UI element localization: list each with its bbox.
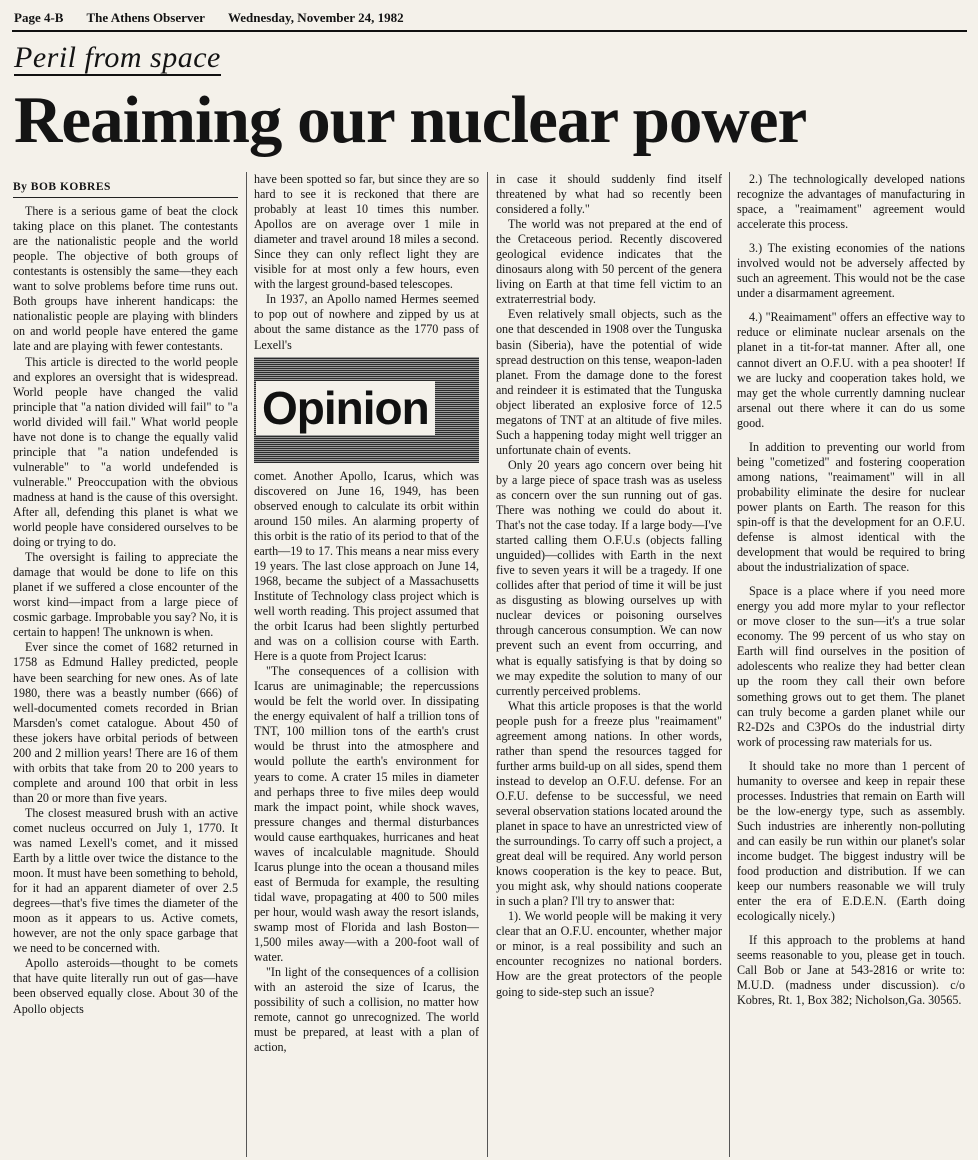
page-number: Page 4-B (14, 10, 64, 25)
paragraph: 4.) "Reaimament" offers an effective way to reduce or eliminate nuclear arsenals on the planet in a tit-for-tat manner. After all, one cannot divert an O.F.U. with a pea shooter! If we are lucky and cooperation takes hold, we may get the whole currently damning nuclear arsenal out there where it can do us some good. (737, 310, 965, 430)
column-3 (496, 172, 722, 1152)
column-4 (737, 172, 965, 1152)
paragraph: In 1937, an Apollo named Hermes seemed to pop out of nowhere and zipped by us at about the same distance as the 1770 pass of Lexell's (254, 292, 479, 352)
column-rule (246, 172, 247, 1157)
paragraph: 2.) The technologically developed nations recognize the advantages of manufacturing in space, a "reaimament" agreement would accelerate this process. (737, 172, 965, 232)
newspaper-name: The Athens Observer (86, 10, 205, 25)
header-rule (12, 30, 967, 32)
kicker: Peril from space (14, 41, 221, 74)
column-2 (254, 172, 479, 1152)
paragraph: Only 20 years ago concern over being hit by a large piece of space trash was as useless as concern over the sun running out of gas. There was nothing we could do about it. That's not the case today. If a large body—I've started calling them O.F.U.s (objects falling unguided)—collides with Earth in the next five to seven years it will be a tragedy. If one collides after that period of time it will be just as disgusting as blowing ourselves up with nuclear devices or poisoning ourselves through cancerous consumption. We can now prevent such an event from occurring, and what is equally satisfying is that by doing so we may expedite the solution to many of our currently perceived problems. (496, 457, 722, 698)
paragraph: There is a serious game of beat the clock taking place on this planet. The contestants are the nationalistic people and the world people. The objective of both groups of contestants is ostensibly the same—they each want to solve problems before time runs out. Both groups have inherent handicaps: the nationalistic people are playing with blinders on and world people have entered the game late and are playing with fewer contestants. (13, 204, 238, 354)
paragraph: Apollo asteroids—thought to be comets that have quite literally run out of gas—have been observed equally close. About 30 of the Apollo objects (13, 956, 238, 1016)
column-1 (13, 180, 238, 1160)
paragraph: The oversight is failing to appreciate the damage that would be done to life on this planet if we suffered a close encounter of the worst kind—impact from a large piece of cosmic garbage. Improbable you say? No, it is certain to happen! The unknown is when. (13, 550, 238, 640)
paragraph: The world was not prepared at the end of the Cretaceous period. Recently discovered geological evidence indicates that the dinosaurs along with 50 percent of the genera living on Earth at that time fell victim to an extraterrestrial body. (496, 217, 722, 307)
paragraph: The closest measured brush with an active comet nucleus occurred on July 1, 1770. It was named Lexell's comet, and it missed Earth by a little over twice the distance to the moon. It must have been something to behold, for it had an apparent diameter of over 2.5 degrees—that's five times the diameter of the moon as it appears to us. Active comets, however, are not the only space garbage that we need to be concerned with. (13, 805, 238, 956)
paragraph: "The consequences of a collision with Icarus are unimaginable; the repercussions would be felt the world over. In dissipating the energy equivalent of half a trillion tons of TNT, 100 million tons of the earth's crust would be thrust into the atmosphere and would pollute the earth's environment for years to come. A crater 15 miles in diameter and perhaps three to five miles deep would mark the impact point, while shock waves, pressure changes and thermal disturbances would cause earthquakes, hurricanes and heat waves of incalculable magnitude. Should Icarus plunge into the ocean a thousand miles east of Bermuda for example, the resulting tidal wave, propagating at 400 to 500 miles per hour, would wash away the resort islands, swamp most of Florida and lash Boston—1,500 miles away—with a 200-foot wall of water. (254, 664, 479, 965)
paragraph: 3.) The existing economies of the nations involved would not be adversely affected by such an agreement. This would not be the case under a disarmament agreement. (737, 241, 965, 301)
paragraph: If this approach to the problems at hand seems reasonable to you, please get in touch. Call Bob or Jane at 543-2816 or write to: M.U.D. (madness under discussion). c/o Kobres, Rt. 1, Box 382; Nicholson,Ga. 30565. (737, 933, 965, 1008)
issue-date: Wednesday, November 24, 1982 (227, 10, 404, 25)
paragraph: Even relatively small objects, such as the one that descended in 1908 over the Tunguska basin (Siberia), have the potential of wide spread destruction on this tense, weapon-laden planet. From the damage done to the forest and reindeer it is estimated that the Tunguska object liberated an explosive force of 12.5 megatons of TNT at an altitude of five miles. Such a happening today might well trigger an unfortunate chain of events. (496, 307, 722, 457)
opinion-label: Opinion (256, 381, 435, 435)
paragraph: comet. Another Apollo, Icarus, which was discovered on June 16, 1949, has been observed enough to calculate its orbit within around 150 miles. An alarming property of this orbit is the ratio of its period to that of the earth—19 to 17. This means a near miss every 19 years. The last close approach on June 14, 1968, became the subject of a Massachusetts Institute of Technology class project which is well worth reading. This project assumed that the orbit Icarus had been slightly perturbed and was on a collision course with Earth. Here is a quote from Project Icarus: (254, 468, 479, 664)
page-header (14, 10, 964, 26)
paragraph: Ever since the comet of 1682 returned in 1758 as Edmund Halley predicted, people have been searching for new ones. As of late 1980, there was a beastly number (666) of well-documented comets recorded in Brian Marsden's comet catalogue. About 450 of these jokers have orbital periods of between 200 and 2 million years! There are 16 of them with orbits that take from 20 to 200 years to complete and around 100 that orbit in less than 20 or more than five years. (13, 640, 238, 805)
paragraph: In addition to preventing our world from being "cometized" and fostering cooperation among nations, "reaimament" will in all probability eliminate the desire for nuclear power plants on Earth. The reason for this spin-off is that the development for an O.F.U. defense is almost identical with the development that would be required to bring about the industrialization of space. (737, 439, 965, 575)
paragraph: Space is a place where if you need more energy you add more mylar to your reflector or move closer to the sun—it's a true solar economy. The 99 percent of us who stay on Earth will find ourselves in the position of adolescents who realize they had better clean up the room they call their own before something grows out to get them. The planet can truly become a garden planet while our R2-D2s and C3POs do the industrial dirty work of processing raw materials for us. (737, 584, 965, 749)
headline: Reaiming our nuclear power (14, 83, 807, 157)
paragraph: What this article proposes is that the world people push for a freeze plus "reaimament" agreement among nations. In other words, rather than spend the resources tagged for further arms build-up on all sides, spend them instead to develop an O.F.U. defense. For an O.F.U. defense to be successful, we need several observation stations located around the planet in space to have an unrestricted view of the surroundings. To carry off such a project, a great deal will be required. Any world person knows cooperation is the key to peace. But, you might ask, why should nations cooperate in such a plan? I'll try to answer that: (496, 698, 722, 909)
paragraph: have been spotted so far, but since they are so hard to see it is reckoned that there are probably at least 10 times this number. Apollos are on average over 1 mile in diameter and travel around 18 miles a second. Since they can only reflect light they are visible for at most only a few hours, even with the largest ground-based telescopes. (254, 172, 479, 292)
column-rule (729, 172, 730, 1157)
column-rule (487, 172, 488, 1157)
paragraph: It should take no more than 1 percent of humanity to oversee and keep in repair these processes. Industries that remain on Earth will be the low-energy type, such as assembly. Such industries are inherently non-polluting and can easily be run within our planet's solar income budget. The biggest industry will be food production and distribution. If we can keep our numbers reasonable we will truly enter the era of E.D.E.N. (Earth doing ecologically nicely.) (737, 758, 965, 924)
paragraph: "In light of the consequences of a collision with an asteroid the size of Icarus, the possibility of such a collision, no matter how remote, cannot go unrecognized. The world must be prepared, at least with a plan of action, (254, 965, 479, 1055)
opinion-graphic (254, 357, 479, 463)
byline: By BOB KOBRES (13, 180, 238, 198)
paragraph: in case it should suddenly find itself threatened by what had so recently been considered a folly." (496, 172, 722, 217)
paragraph: 1). We world people will be making it very clear that an O.F.U. encounter, whether major or minor, is a real possibility and such an encounter recognizes no national borders. How are the great protectors of the people going to side-step such an issue? (496, 909, 722, 999)
paragraph: This article is directed to the world people and explores an oversight that is widespread. World people have changed the valid principle that "a nation divided will fail" to "a world divided will fail." What world people have not done is to change the equally valid principle that "a nation undefended is vulnerable" to "a world undefended is vulnerable." Preoccupation with the obvious madness at hand is the cause of this oversight. After all, defending this planet is what we world people have considered ourselves to be doing or trying to do. (13, 354, 238, 550)
